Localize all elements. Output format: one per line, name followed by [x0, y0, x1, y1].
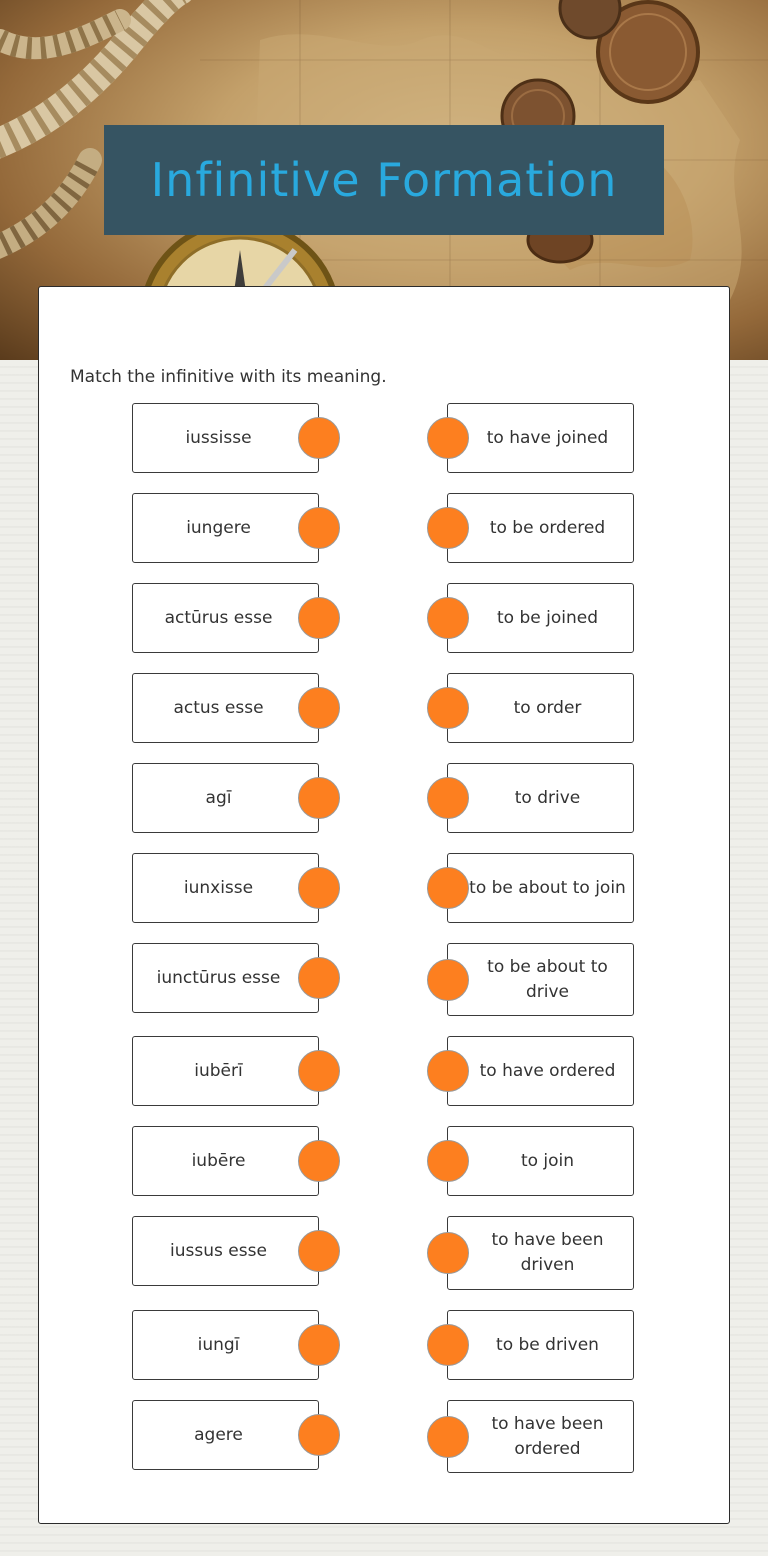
match-left-item[interactable]: [132, 853, 319, 923]
left-connector-handle[interactable]: [298, 867, 340, 909]
match-right-label: to order: [513, 697, 582, 718]
left-connector-handle[interactable]: [298, 1140, 340, 1182]
right-connector-handle[interactable]: [427, 1140, 469, 1182]
right-connector-handle[interactable]: [427, 1050, 469, 1092]
worksheet-card: [38, 286, 730, 1524]
match-right-item[interactable]: [447, 403, 634, 473]
match-left-label: iunctūrus esse: [156, 967, 281, 988]
right-connector-handle[interactable]: [427, 417, 469, 459]
right-connector-handle[interactable]: [427, 1232, 469, 1274]
match-left-item[interactable]: [132, 1216, 319, 1286]
match-right-item[interactable]: [447, 853, 634, 923]
left-connector-handle[interactable]: [298, 1324, 340, 1366]
match-left-item[interactable]: [132, 493, 319, 563]
match-left-item[interactable]: [132, 403, 319, 473]
match-right-label: to have joined: [486, 427, 609, 448]
match-right-item[interactable]: [447, 1126, 634, 1196]
match-right-item[interactable]: [447, 1400, 634, 1473]
left-connector-handle[interactable]: [298, 417, 340, 459]
match-left-label: actus esse: [173, 697, 264, 718]
match-right-label: to be joined: [497, 607, 598, 628]
title-box: [104, 125, 664, 235]
match-left-label: agere: [194, 1424, 243, 1445]
left-connector-handle[interactable]: [298, 1050, 340, 1092]
match-right-item[interactable]: [447, 1310, 634, 1380]
match-right-label: to drive: [514, 787, 581, 808]
right-connector-handle[interactable]: [427, 959, 469, 1001]
match-right-item[interactable]: [447, 1216, 634, 1290]
right-connector-handle[interactable]: [427, 1416, 469, 1458]
match-right-label: to be ordered: [489, 517, 606, 538]
match-left-label: iungere: [186, 517, 251, 538]
match-left-item[interactable]: [132, 1126, 319, 1196]
left-connector-handle[interactable]: [298, 507, 340, 549]
match-left-item[interactable]: [132, 763, 319, 833]
match-left-label: iubēre: [191, 1150, 246, 1171]
match-right-item[interactable]: [447, 493, 634, 563]
match-right-label: to be driven: [496, 1334, 599, 1355]
right-connector-handle[interactable]: [427, 777, 469, 819]
match-left-item[interactable]: [132, 1036, 319, 1106]
left-connector-handle[interactable]: [298, 957, 340, 999]
match-left-label: iussus esse: [170, 1240, 267, 1261]
left-connector-handle[interactable]: [298, 777, 340, 819]
match-right-label: to have been driven: [491, 1230, 604, 1275]
match-left-label: actūrus esse: [164, 607, 273, 628]
right-connector-handle[interactable]: [427, 507, 469, 549]
match-right-label: to be about to join: [469, 877, 626, 898]
match-right-label: to be about to drive: [487, 956, 608, 1002]
left-connector-handle[interactable]: [298, 1414, 340, 1456]
match-right-item[interactable]: [447, 1036, 634, 1106]
match-left-label: iussisse: [185, 427, 252, 448]
instruction-text: Match the infinitive with its meaning.: [70, 367, 387, 387]
right-connector-handle[interactable]: [427, 1324, 469, 1366]
match-left-label: iubērī: [194, 1060, 243, 1081]
match-left-item[interactable]: [132, 673, 319, 743]
page-title: Infinitive Formation: [150, 153, 618, 207]
match-left-label: iunxisse: [183, 877, 254, 898]
left-connector-handle[interactable]: [298, 1230, 340, 1272]
match-left-item[interactable]: [132, 1310, 319, 1380]
match-right-item[interactable]: [447, 763, 634, 833]
match-left-item[interactable]: [132, 943, 319, 1013]
match-right-label: to have ordered: [479, 1060, 616, 1081]
match-right-item[interactable]: [447, 943, 634, 1016]
match-left-label: agī: [205, 787, 232, 808]
match-left-item[interactable]: [132, 1400, 319, 1470]
match-left-item[interactable]: [132, 583, 319, 653]
match-right-label: to have been ordered: [491, 1413, 604, 1459]
right-connector-handle[interactable]: [427, 597, 469, 639]
right-connector-handle[interactable]: [427, 867, 469, 909]
match-left-label: iungī: [197, 1334, 240, 1355]
match-right-label: to join: [520, 1150, 575, 1171]
left-connector-handle[interactable]: [298, 687, 340, 729]
match-right-item[interactable]: [447, 583, 634, 653]
match-right-item[interactable]: [447, 673, 634, 743]
right-connector-handle[interactable]: [427, 687, 469, 729]
left-connector-handle[interactable]: [298, 597, 340, 639]
